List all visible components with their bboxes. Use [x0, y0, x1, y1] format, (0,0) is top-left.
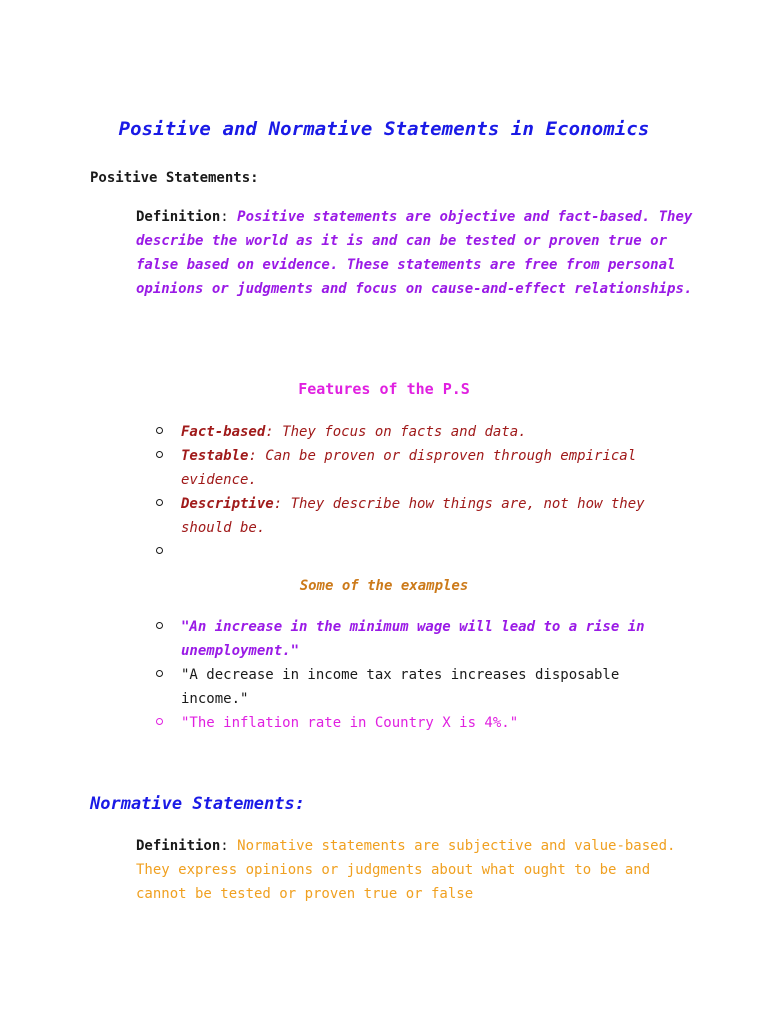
feature-text: : They describe how things are, not how they should be. — [181, 496, 645, 536]
definition-label: Definition — [136, 209, 221, 225]
definition-colon: : — [220, 209, 238, 225]
list-item — [0, 420, 661, 444]
example-text: "An increase in the minimum wage will lead to a rise in unemployment." — [181, 619, 645, 659]
feature-text: : They focus on facts and data. — [265, 424, 527, 440]
hollow-circle-bullet-icon — [156, 499, 163, 506]
feature-term: Fact-based — [181, 424, 266, 440]
positive-definition-text: Positive statements are objective and fact-based. They describe the world as it is and can be tested or proven true or false based on evidence. These statements are free from personal opinions or judgments and focus on cause-and-effect relationships. — [136, 209, 693, 297]
feature-term: Descriptive — [181, 496, 274, 512]
hollow-circle-bullet-icon — [156, 451, 163, 458]
hollow-circle-bullet-icon — [156, 622, 163, 629]
list-item — [0, 615, 661, 663]
list-item — [0, 663, 661, 711]
hollow-circle-bullet-icon — [156, 718, 163, 725]
hollow-circle-bullet-icon — [156, 547, 163, 554]
normative-definition-text: Normative statements are subjective and value-based. They express opinions or judgments about what ought to be and cannot be tested or proven true or false — [136, 838, 676, 902]
list-item-empty — [0, 540, 661, 564]
features-heading: Features of the P.S — [298, 380, 470, 398]
list-item — [0, 492, 661, 540]
definition-colon: : — [220, 838, 238, 854]
normative-statements-heading: Normative Statements: — [90, 794, 305, 814]
normative-definition — [136, 834, 696, 906]
feature-term: Testable — [181, 448, 249, 464]
example-text: "The inflation rate in Country X is 4%." — [181, 715, 519, 731]
hollow-circle-bullet-icon — [156, 427, 163, 434]
positive-definition — [136, 205, 696, 301]
positive-statements-heading: Positive Statements: — [90, 170, 259, 186]
example-text: "A decrease in income tax rates increases disposable income." — [181, 667, 620, 707]
definition-label: Definition — [136, 838, 221, 854]
list-item — [0, 444, 661, 492]
feature-text: : Can be proven or disproven through empirical evidence. — [181, 448, 637, 488]
list-item — [0, 711, 661, 735]
examples-list — [0, 615, 661, 735]
page-title: Positive and Normative Statements in Economics — [118, 118, 650, 140]
hollow-circle-bullet-icon — [156, 670, 163, 677]
features-list — [0, 420, 661, 564]
examples-heading: Some of the examples — [299, 578, 469, 594]
